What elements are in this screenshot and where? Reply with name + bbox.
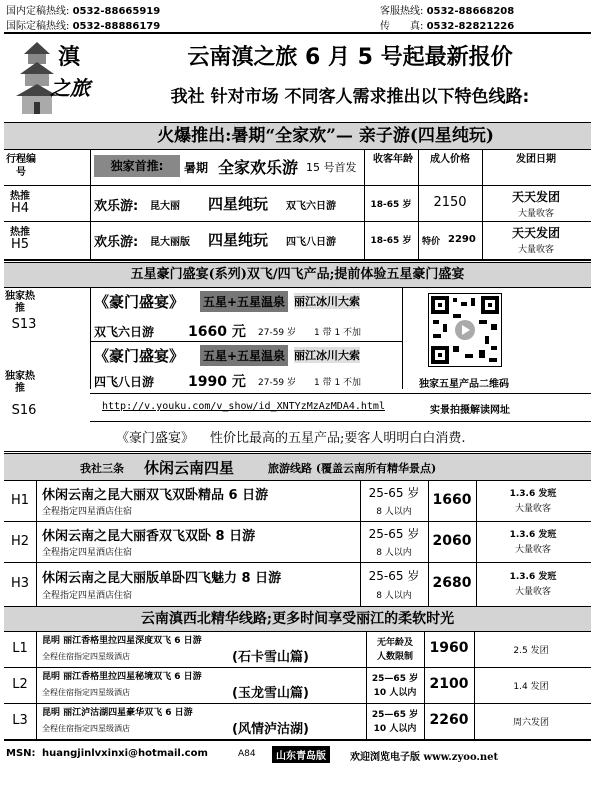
- row-line1: 昆明 丽江香格里拉四星深度双飞 6 日游: [42, 636, 202, 646]
- logo-text-dian: 滇: [58, 44, 81, 70]
- table-row: [4, 703, 591, 739]
- row-code: H5: [10, 237, 30, 252]
- hot-banner-pad: [4, 122, 60, 150]
- domestic-hotline: [6, 2, 160, 17]
- qr-caption: 独家五星产品二维码: [419, 379, 509, 390]
- row-hotel: 全程指定四星酒店住宿: [42, 548, 133, 558]
- family-table: [4, 149, 591, 261]
- row-name: 休闲云南之昆大丽香双飞双卧 8 日游: [42, 529, 256, 544]
- row-code: L3: [12, 713, 28, 728]
- fax-line: [380, 17, 514, 32]
- header-code: 行程编号: [6, 154, 36, 178]
- row-dep1: 1.3.6 发班: [509, 572, 557, 582]
- row-dep: 2.5 发团: [513, 646, 549, 656]
- row-age: 27-59 岁: [258, 378, 297, 388]
- row-age: 25-65 岁: [368, 569, 420, 583]
- row-hotel: 全程指定四星酒店住宿: [42, 507, 133, 517]
- hotline-label: 国际定稿热线:: [6, 21, 70, 32]
- row-price: 2680: [432, 575, 472, 591]
- row-divider: [90, 393, 591, 394]
- page-number: A84: [238, 749, 256, 759]
- row-title: 《豪门盛宴》: [94, 293, 185, 311]
- five-star-banner: 五星豪门盛宴(系列)双飞/四飞产品;提前体验五星豪门盛宴: [4, 262, 591, 288]
- row-title: 《豪门盛宴》: [94, 347, 185, 365]
- row-price: 2260: [429, 712, 469, 728]
- table-row: [4, 631, 591, 668]
- row-code: S16: [11, 403, 37, 418]
- video-link[interactable]: http://v.youku.com/v_show/id_XNTYzMzAzMDA4.html: [102, 401, 385, 412]
- row-theme: (风情泸沽湖): [232, 722, 309, 737]
- edition-badge: 山东青岛版: [272, 746, 330, 763]
- row-name-a: 欢乐游:: [94, 199, 139, 214]
- intl-hotline: [6, 17, 160, 32]
- row-price: 1660 元: [188, 324, 246, 340]
- row-price-prefix: 特价: [422, 237, 441, 247]
- qr-code-icon: [428, 293, 502, 367]
- row-dep1: 天天发团: [511, 190, 560, 204]
- website-note[interactable]: 欢迎浏览电子版 www.zyoo.net: [350, 752, 499, 763]
- hotline-label: 国内定稿热线:: [6, 6, 70, 17]
- table-row: [4, 562, 591, 606]
- row-code: H2: [10, 534, 30, 549]
- row-age2: 10 人以内: [373, 724, 417, 734]
- header-divider: [4, 32, 591, 34]
- row-hotel: 全程住宿指定四星级酒店: [42, 724, 130, 733]
- row-theme: (石卡雪山篇): [232, 650, 309, 665]
- row-age: 18-65 岁: [370, 236, 412, 246]
- slogan-text: 性价比最高的五星产品;要客人明明白白消费.: [210, 431, 466, 446]
- row-age2: 10 人以内: [373, 688, 417, 698]
- slogan-title: 《豪门盛宴》: [116, 431, 195, 446]
- row-code: L2: [12, 677, 28, 692]
- row-tag: 热推: [10, 227, 30, 238]
- row-name-c: 四星纯玩: [208, 195, 269, 213]
- row-code: H1: [10, 493, 30, 508]
- hotline-label: 客服热线:: [380, 6, 424, 17]
- row-price: 2100: [429, 676, 469, 692]
- leisure-table: [4, 480, 591, 606]
- row-dep2: 大量收客: [514, 504, 551, 514]
- row-age2: 人数限制: [376, 652, 413, 662]
- row-days: 双飞六日游: [94, 325, 155, 339]
- row-highlight: 五星+五星温泉: [200, 291, 288, 312]
- row-group: 8 人以内: [376, 591, 412, 601]
- row-price: 1660: [432, 492, 472, 508]
- exclusive-tag: 独家首推:: [94, 155, 180, 177]
- page-subtitle: 我社 针对市场 不同客人需求推出以下特色线路:: [170, 87, 530, 107]
- row-group: 8 人以内: [376, 548, 412, 558]
- row-age1: 25—65 岁: [371, 710, 419, 720]
- company-logo: [10, 38, 110, 120]
- row-name: 休闲云南之昆大丽双飞双卧精品 6 日游: [42, 488, 269, 503]
- row-price: 2060: [432, 533, 472, 549]
- header-age: 收客年龄: [373, 154, 413, 165]
- row-days: 四飞八日游: [94, 375, 155, 389]
- qr-pattern: [429, 294, 501, 366]
- video-note: 实景拍摄解读网址: [430, 405, 510, 416]
- table-row: [4, 221, 591, 259]
- row-name-d: 四飞八日游: [286, 237, 336, 248]
- row-dep2: 大量收客: [514, 545, 551, 555]
- row-dep2: 大量收客: [514, 587, 551, 597]
- five-star-section: [4, 287, 591, 452]
- logo-text-zhilv: 之旅: [50, 76, 90, 100]
- row-age: 25-65 岁: [368, 486, 420, 500]
- fax-label: 传 真:: [380, 21, 424, 32]
- row-note: 1 带 1 不加: [314, 378, 362, 388]
- hotline-number: 0532-88668208: [426, 6, 515, 17]
- table-row: [4, 185, 591, 222]
- row-tag: 热推: [10, 191, 30, 202]
- row-age: 25-65 岁: [368, 527, 420, 541]
- row-name-a: 欢乐游:: [94, 235, 139, 250]
- row-name-b: 昆大丽: [150, 201, 180, 212]
- row-dep2: 大量收客: [517, 245, 554, 255]
- row-code: H3: [10, 576, 30, 591]
- leisure-banner-b: 休闲云南四星: [144, 459, 235, 477]
- hot-banner: 火爆推出:暑期“全家欢”— 亲子游(四星纯玩): [60, 122, 591, 150]
- header-summer: 暑期: [184, 161, 209, 175]
- row-hotel: 全程指定四星酒店住宿: [42, 591, 133, 601]
- table-header-row: [4, 149, 591, 186]
- northwest-banner: 云南滇西北精华线路;更多时间享受丽江的柔软时光: [4, 606, 591, 632]
- row-name: 休闲云南之昆大丽版单卧四飞魅力 8 日游: [42, 571, 282, 586]
- row-code: H4: [10, 201, 30, 216]
- row-price: 2150: [433, 195, 467, 210]
- page-title: 云南滇之旅 6 月 5 号起最新报价: [187, 45, 513, 70]
- northwest-table: [4, 631, 591, 741]
- row-divider: [90, 341, 402, 342]
- row-tag: 独家热推: [5, 371, 35, 394]
- table-row: [4, 667, 591, 704]
- fax-number: 0532-82821226: [426, 21, 515, 32]
- row-dep1: 1.3.6 发班: [509, 530, 557, 540]
- row-age: 18-65 岁: [370, 200, 412, 210]
- row-age1: 无年龄及: [376, 638, 413, 648]
- header-departure: 发团日期: [516, 154, 556, 165]
- row-dep: 1.4 发团: [513, 682, 549, 692]
- service-hotline: [380, 2, 514, 17]
- hotline-number: 0532-88665919: [72, 6, 161, 17]
- row-name-d: 双飞六日游: [286, 201, 336, 212]
- table-row: [4, 480, 591, 522]
- msn-label: MSN:: [6, 748, 36, 759]
- leisure-banner-c: 旅游线路 (覆盖云南所有精华景点): [268, 462, 437, 475]
- row-code: S13: [11, 317, 37, 332]
- row-line1: 昆明 丽江泸沽湖四星豪华双飞 6 日游: [42, 708, 193, 718]
- row-price: 1960: [429, 640, 469, 656]
- row-highlight: 五星+五星温泉: [200, 345, 288, 366]
- row-age1: 25—65 岁: [371, 674, 419, 684]
- row-route: 丽江冰川大索: [294, 295, 360, 308]
- row-name-c: 四星纯玩: [208, 231, 269, 249]
- row-name-b: 昆大丽版: [150, 237, 190, 248]
- header-price: 成人价格: [430, 154, 470, 165]
- leisure-banner-a: 我社三条: [80, 462, 124, 475]
- row-price: 2290: [448, 234, 476, 245]
- row-code: L1: [12, 641, 28, 656]
- row-dep1: 1.3.6 发班: [509, 489, 557, 499]
- header-family: 全家欢乐游: [218, 158, 299, 177]
- row-theme: (玉龙雪山篇): [232, 686, 309, 701]
- hotline-number: 0532-88886179: [72, 21, 161, 32]
- row-note: 1 带 1 不加: [314, 328, 362, 338]
- row-price: 1990 元: [188, 374, 246, 390]
- row-dep2: 大量收客: [517, 209, 554, 219]
- msn-address[interactable]: huangjinlvxinxi@hotmail.com: [42, 748, 208, 759]
- row-hotel: 全程住宿指定四星级酒店: [42, 652, 130, 661]
- row-route: 丽江冰川大索: [294, 349, 360, 362]
- header-first: 15 号首发: [306, 161, 357, 174]
- row-divider: [90, 421, 591, 422]
- row-line1: 昆明 丽江香格里拉四星秘境双飞 6 日游: [42, 672, 202, 682]
- row-tag: 独家热推: [5, 291, 35, 314]
- row-group: 8 人以内: [376, 507, 412, 517]
- table-row: [4, 521, 591, 563]
- row-age: 27-59 岁: [258, 328, 297, 338]
- row-dep1: 天天发团: [511, 226, 560, 240]
- row-dep: 周六发团: [512, 718, 549, 728]
- leisure-banner: [4, 453, 591, 481]
- footer: [6, 746, 591, 764]
- row-hotel: 全程住宿指定四星级酒店: [42, 688, 130, 697]
